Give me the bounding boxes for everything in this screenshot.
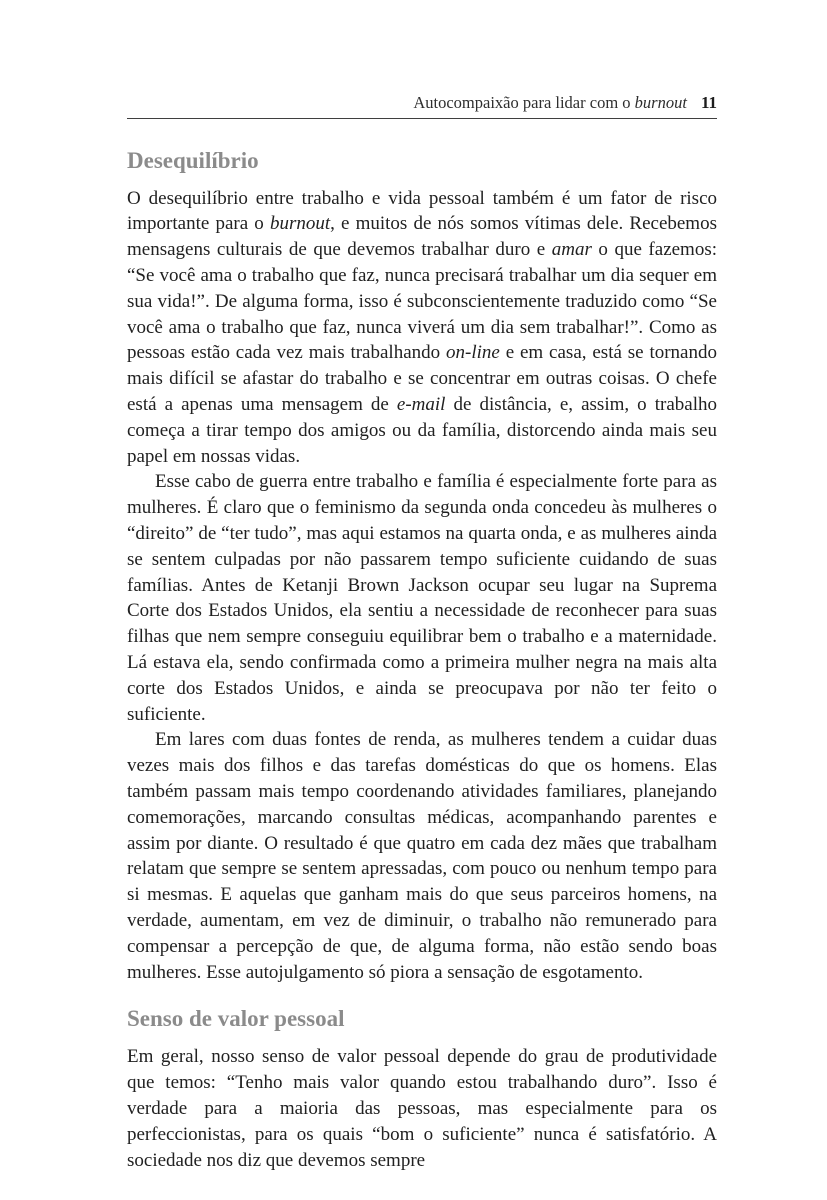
italic-run: amar (551, 239, 592, 261)
page-number: 11 (700, 93, 717, 112)
section-heading: Desequilíbrio (127, 147, 259, 173)
text-run: e em casa, está se tornando mais difícil se afastar do trabalho e se concentrar em outras coisas. O chefe está a apenas uma mensagem de (127, 342, 717, 416)
running-header (127, 94, 717, 119)
italic-run: e-mail (396, 394, 446, 416)
body-paragraph (127, 1044, 717, 1173)
section (127, 146, 717, 986)
text-run: Esse cabo de guerra entre trabalho e família é especialmente forte para as mulheres. É claro que o feminismo da segunda onda concedeu às mulheres o “direito” de “ter tudo”, mas aqui estamos na quarta onda, e as mulheres ainda se sentem culpadas por não passarem tempo suficiente cuidando de suas famílias. Antes de Ketanji Brown Jackson ocupar seu lugar na Suprema Corte dos Estados Unidos, ela sentiu a necessidade de reconhecer para suas filhas que nem sempre conseguiu equilibrar bem o trabalho e a maternidade. Lá estava ela, sendo confirmada como a primeira mulher negra na mais alta corte dos Estados Unidos, e ainda se preocupava por não ter feito o suficiente. (127, 471, 717, 725)
text-run: Em geral, nosso senso de valor pessoal depende do grau de produtividade que temos: “Tenho mais valor quando estou trabalhando duro”. Isso é verdade para a maioria das pessoas, mas especialmente para os perfeccionistas, para os quais “bom o suficiente” nunca é satisfatório. A sociedade nos diz que devemos sempre (127, 1046, 717, 1171)
running-title (413, 94, 687, 112)
text-run: o que fazemos: “Se você ama o trabalho que faz, nunca precisará trabalhar um dia sequer em sua vida!”. De alguma forma, isso é subconscientemente traduzido como “Se você ama o trabalho que faz, nunca viverá um dia sem trabalhar!”. Como as pessoas estão cada vez mais trabalhando (127, 239, 718, 364)
text-run: de distância, e, assim, o trabalho começa a tirar tempo dos amigos ou da família, distorcendo ainda mais seu papel em nossas vidas. (127, 394, 717, 467)
body-paragraph (127, 186, 717, 470)
text-run: Em lares com duas fontes de renda, as mulheres tendem a cuidar duas vezes mais dos filhos e das tarefas domésticas do que os homens. Elas também passam mais tempo coordenando atividades familiares, planejando comemorações, marcando consultas médicas, acompanhando parentes e assim por diante. O resultado é que quatro em cada dez mães que trabalham relatam que sempre se sentem apressadas, com pouco ou nenhum tempo para si mesmas. E aquelas que ganham mais do que seus parceiros homens, na verdade, aumentam, em vez de diminuir, o trabalho não remunerado para compensar a percepção de que, de alguma forma, não estão sendo boas mulheres. Esse autojulgamento só piora a sensação de esgotamento. (127, 729, 717, 983)
running-title-regular: Autocompaixão para lidar com o (413, 93, 635, 112)
section (127, 1004, 717, 1173)
text-run: O desequilíbrio entre trabalho e vida pessoal também é um fator de risco importante para o (127, 187, 717, 235)
body-paragraph (127, 727, 717, 985)
section-heading: Senso de valor pessoal (127, 1006, 345, 1032)
running-title-italic: burnout (634, 93, 687, 112)
text-run: , e muitos de nós somos vítimas dele. Recebemos mensagens culturais de que devemos trabalhar duro e (127, 213, 717, 261)
body-paragraph (127, 469, 717, 727)
italic-run: burnout (269, 213, 331, 235)
italic-run: on-line (446, 342, 500, 364)
sections-root (127, 146, 717, 1174)
